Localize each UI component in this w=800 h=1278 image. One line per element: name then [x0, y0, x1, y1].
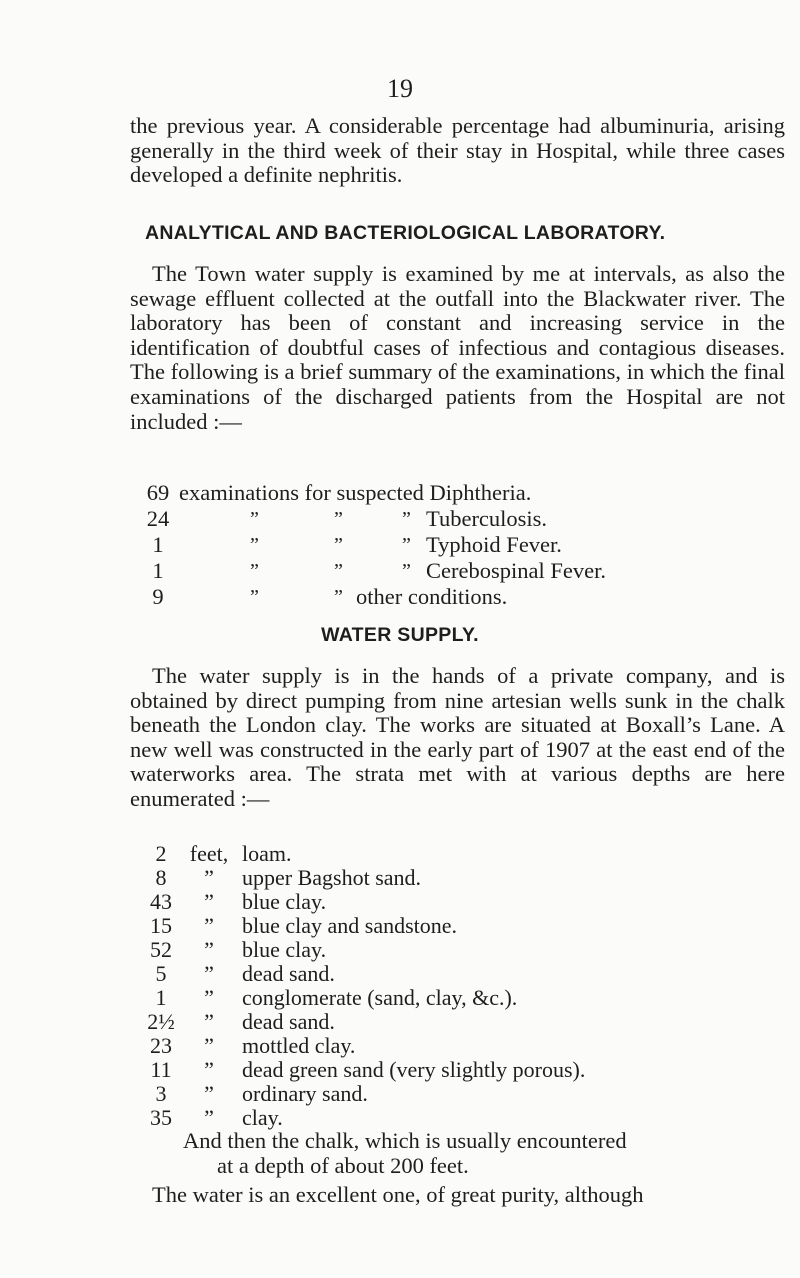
examination-row [0, 532, 800, 558]
stratum-unit: ” [204, 985, 214, 1010]
stratum-description: dead sand. [242, 1009, 335, 1034]
stratum-depth: 52 [150, 937, 172, 962]
water-supply-paragraph: The water supply is in the hands of a private company, and is obtained by direct pumping from nine artesian wells sunk in the chalk beneath the London clay. The works are situated at Boxall’s Lane. A new well was constructed in the early part of 1907 at the east end of the waterworks area. The strata met with at various depths are here enumerated :— [130, 663, 785, 811]
stratum-unit: ” [204, 889, 214, 914]
strata-row [0, 890, 800, 914]
laboratory-heading: ANALYTICAL AND BACTERIOLOGICAL LABORATORY. [145, 222, 666, 244]
stratum-description: dead green sand (very slightly porous). [242, 1057, 586, 1082]
stratum-description: clay. [242, 1105, 283, 1130]
examination-row [0, 506, 800, 532]
strata-row [0, 1010, 800, 1034]
stratum-description: blue clay. [242, 937, 327, 962]
ditto-mark: ” [250, 560, 259, 582]
stratum-depth: 2½ [147, 1009, 175, 1034]
stratum-unit: ” [204, 1105, 214, 1130]
ditto-mark: ” [250, 534, 259, 556]
examination-text: Tuberculosis. [426, 506, 548, 531]
stratum-unit: ” [204, 961, 214, 986]
laboratory-paragraph: The Town water supply is examined by me at intervals, as also the sewage effluent collected at the outfall into the Blackwater river. The laboratory has been of constant and increasing service in the identification of doubtful cases of infectious and contagious diseases. The following is a brief summary of the examinations, in which the final examinations of the discharged patients from the Hospital are not included :— [130, 261, 785, 434]
strata-row [0, 866, 800, 890]
closing-line-2: at a depth of about 200 feet. [217, 1152, 469, 1178]
ditto-mark: ” [402, 534, 411, 556]
ditto-mark: ” [334, 534, 343, 556]
stratum-depth: 43 [150, 889, 172, 914]
ditto-mark: ” [334, 560, 343, 582]
stratum-description: ordinary sand. [242, 1081, 368, 1106]
examination-count: 69 [146, 480, 170, 505]
ditto-mark: ” [334, 586, 343, 608]
stratum-unit: feet, [189, 841, 229, 866]
examination-count: 1 [152, 558, 164, 583]
ditto-mark: ” [402, 508, 411, 530]
examination-row [0, 558, 800, 584]
strata-closing-note [183, 1129, 783, 1178]
examination-text: Cerebospinal Fever. [426, 558, 606, 583]
stratum-unit: ” [204, 1033, 214, 1058]
strata-row [0, 1034, 800, 1058]
intro-paragraph: the previous year. A considerable percentage had albuminuria, arising generally in the third week of their stay in Hospital, while three cases developed a definite nephritis. [130, 113, 785, 188]
stratum-depth: 5 [155, 961, 167, 986]
examination-count: 24 [146, 506, 170, 531]
strata-row [0, 962, 800, 986]
stratum-depth: 11 [150, 1057, 172, 1082]
examination-count: 9 [152, 584, 164, 609]
stratum-depth: 1 [155, 985, 167, 1010]
stratum-depth: 2 [155, 841, 167, 866]
ditto-mark: ” [402, 560, 411, 582]
stratum-unit: ” [204, 913, 214, 938]
page-number: 19 [387, 74, 413, 103]
stratum-description: conglomerate (sand, clay, &c.). [242, 985, 518, 1010]
ditto-mark: ” [334, 508, 343, 530]
examination-row [0, 480, 800, 506]
stratum-description: upper Bagshot sand. [242, 865, 422, 890]
stratum-unit: ” [204, 865, 214, 890]
stratum-unit: ” [204, 1009, 214, 1034]
stratum-depth: 15 [150, 913, 172, 938]
stratum-description: mottled clay. [242, 1033, 356, 1058]
strata-row [0, 842, 800, 866]
strata-row [0, 986, 800, 1010]
ditto-mark: ” [250, 586, 259, 608]
examination-text: examinations for suspected Diphtheria. [179, 480, 532, 505]
stratum-depth: 35 [150, 1105, 172, 1130]
stratum-description: blue clay and sandstone. [242, 913, 458, 938]
stratum-description: dead sand. [242, 961, 335, 986]
strata-row [0, 1082, 800, 1106]
stratum-unit: ” [204, 1057, 214, 1082]
water-supply-heading: WATER SUPPLY. [321, 624, 479, 646]
closing-line-1: And then the chalk, which is usually encountered [183, 1128, 627, 1153]
stratum-description: loam. [242, 841, 292, 866]
stratum-description: blue clay. [242, 889, 327, 914]
stratum-unit: ” [204, 937, 214, 962]
examination-count: 1 [152, 532, 164, 557]
strata-row [0, 938, 800, 962]
examination-row [0, 584, 800, 610]
stratum-unit: ” [204, 1081, 214, 1106]
strata-row [0, 1106, 800, 1130]
stratum-depth: 23 [150, 1033, 172, 1058]
examination-text: other conditions. [356, 584, 508, 609]
strata-row [0, 914, 800, 938]
stratum-depth: 8 [155, 865, 167, 890]
final-line: The water is an excellent one, of great purity, although [152, 1182, 644, 1207]
stratum-depth: 3 [155, 1081, 167, 1106]
strata-row [0, 1058, 800, 1082]
examination-text: Typhoid Fever. [426, 532, 562, 557]
ditto-mark: ” [250, 508, 259, 530]
